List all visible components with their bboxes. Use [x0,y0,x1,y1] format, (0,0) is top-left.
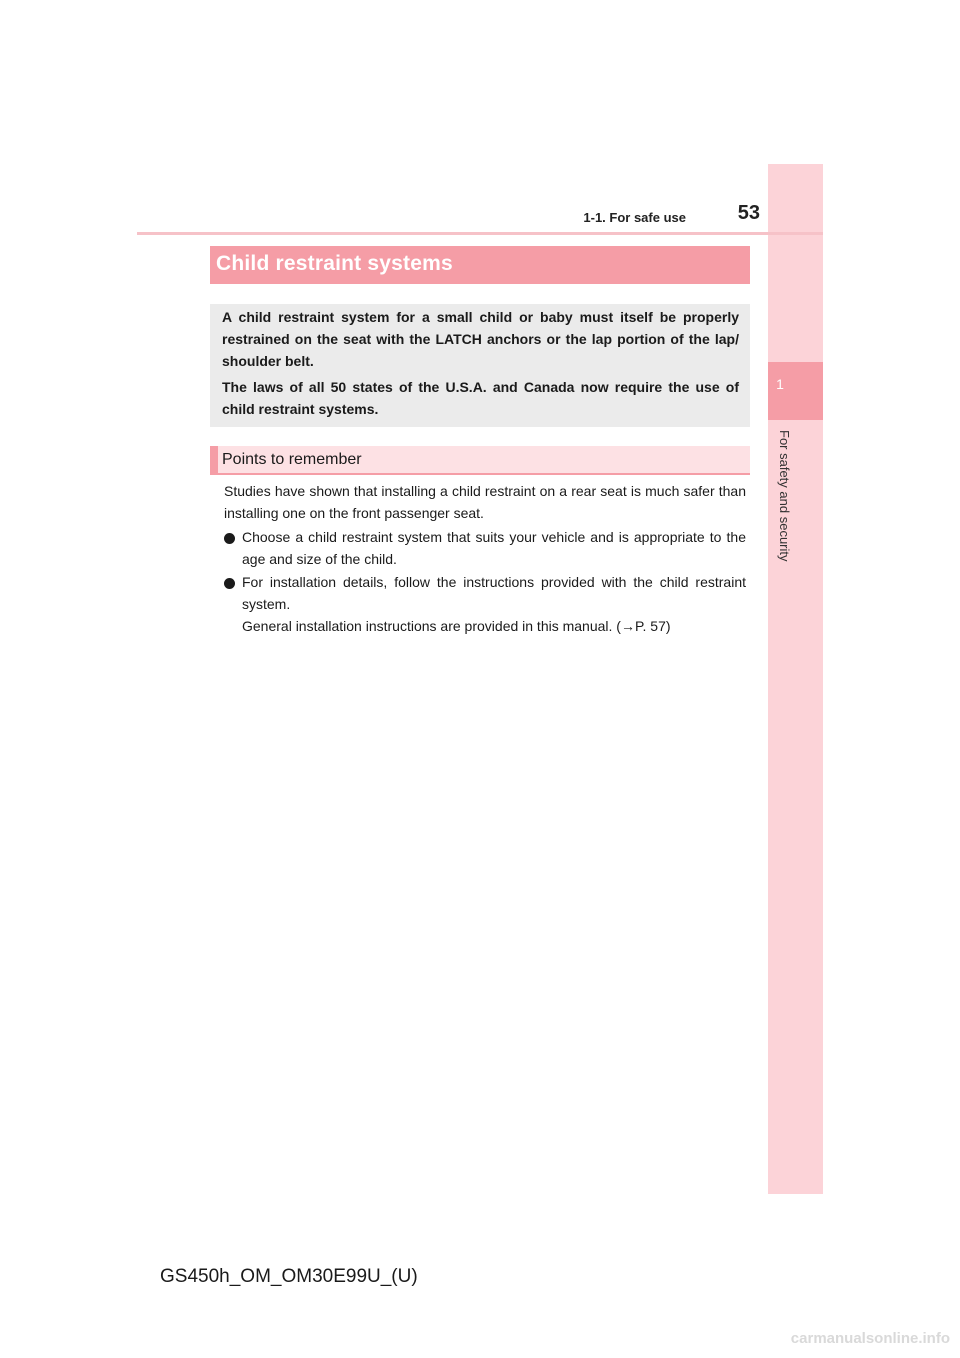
subsection-heading: Points to remember [222,451,362,468]
watermark: carmanualsonline.info [790,1330,950,1347]
section-reference: 1-1. For safe use [583,210,686,225]
bullet-item [224,571,746,637]
bullet-text: Choose a child restraint system that suits your vehicle and is appropriate to the age and size of the child. [242,529,746,567]
bullet-icon [224,578,235,589]
body-paragraph: Studies have shown that installing a child restraint on a rear seat is much safer than installing one on the front passenger seat. [224,483,746,521]
chapter-number: 1 [776,376,784,392]
intro-paragraph: The laws of all 50 states of the U.S.A. and Canada now require the use of child restraint systems. [222,379,739,417]
header-rule [137,232,823,235]
page-reference-text: General installation instructions are provided in this manual. (→P. 57) [242,618,671,634]
subsection-heading-bar [210,446,750,475]
section-title: Child restraint systems [216,252,453,275]
intro-box [210,304,750,427]
bullet-text: For installation details, follow the instructions provided with the child restraint system. [242,574,746,612]
section-title-bar [210,246,750,284]
bullet-icon [224,533,235,544]
chapter-title: For safety and security [777,430,792,562]
document-code: GS450h_OM_OM30E99U_(U) [160,1266,418,1287]
page-number: 53 [737,202,760,224]
chapter-side-tab [768,164,823,1194]
intro-paragraph: A child restraint system for a small child or baby must itself be properly restrained on the seat with the LATCH anchors or the lap portion of the lap/ shoulder belt. [222,309,739,369]
bullet-item [224,526,746,570]
subsection-accent [210,446,218,473]
